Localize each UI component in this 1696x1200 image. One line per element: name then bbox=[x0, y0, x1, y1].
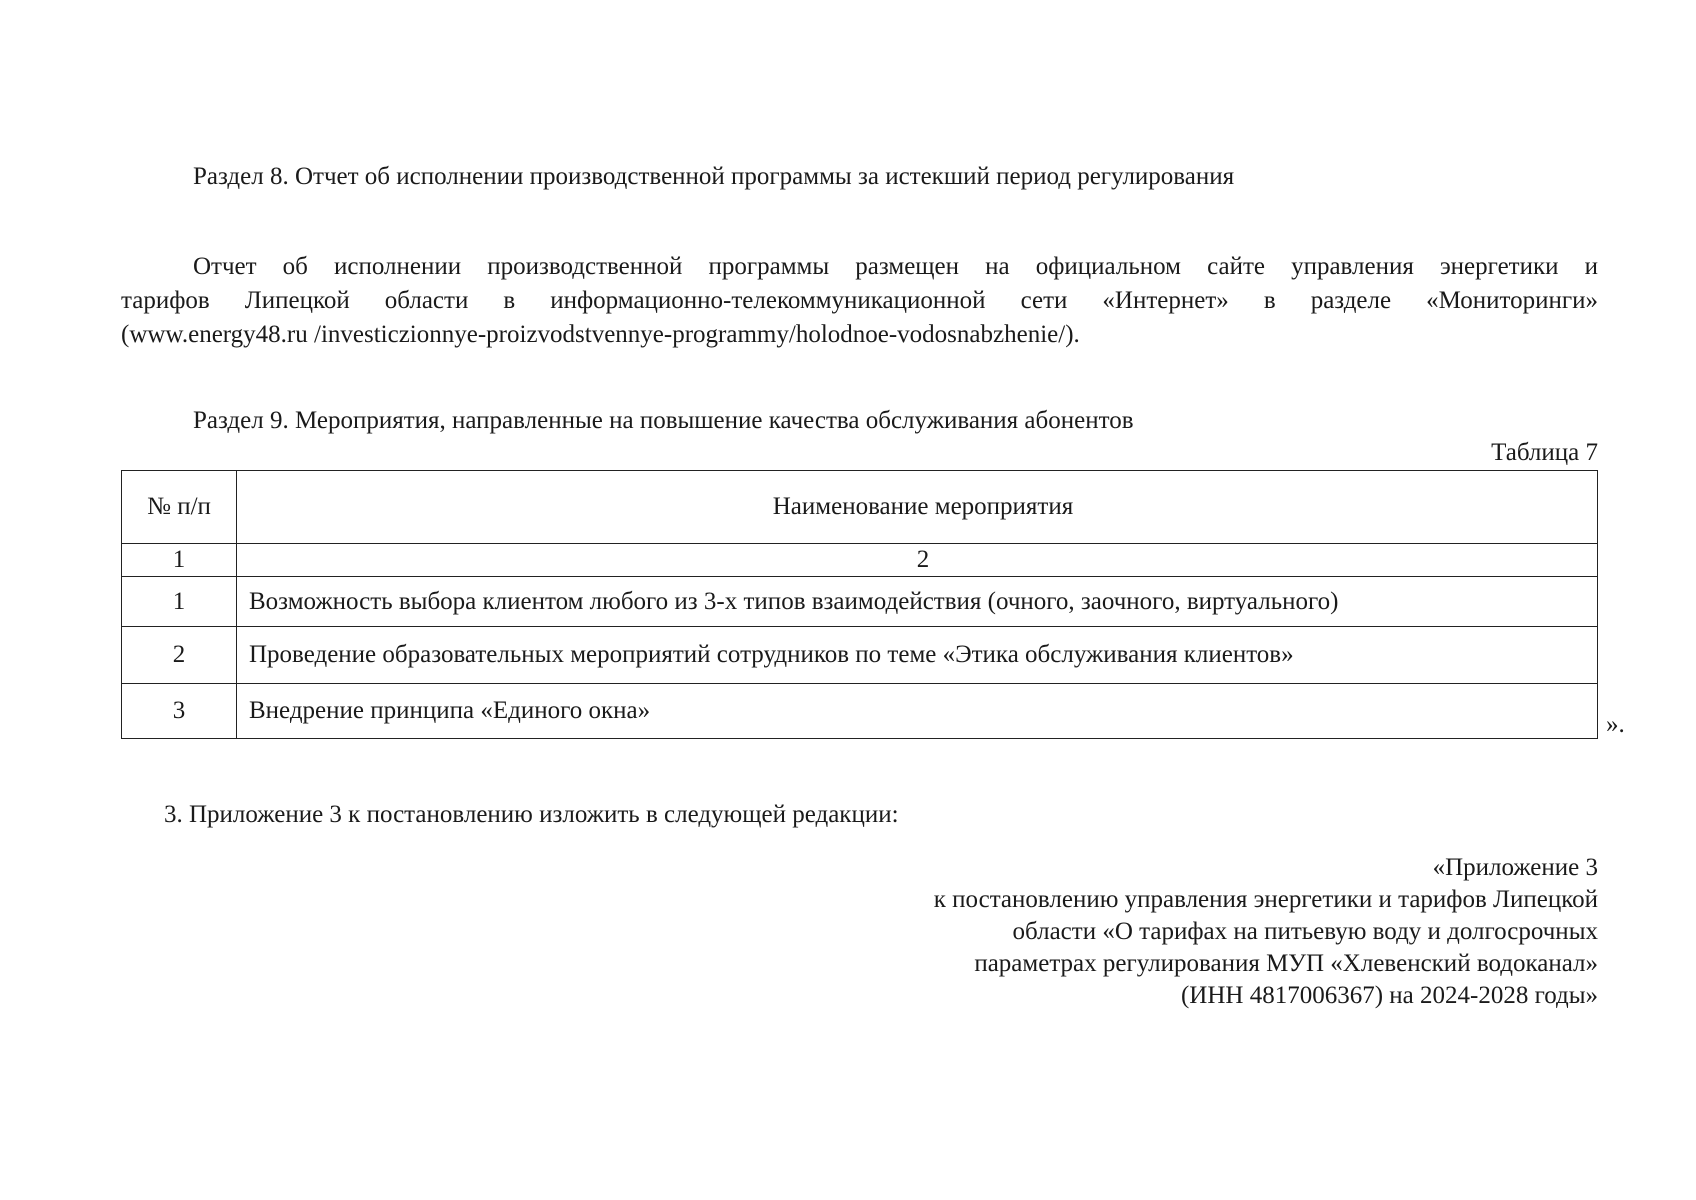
row-number-cell: 2 bbox=[122, 627, 237, 684]
section-8-heading: Раздел 8. Отчет об исполнении производственной программы за истекший период регулирования bbox=[193, 163, 1235, 190]
row-number-cell: 3 bbox=[122, 684, 237, 739]
section-9-heading: Раздел 9. Мероприятия, направленные на повышение качества обслуживания абонентов bbox=[193, 407, 1134, 434]
table-header-row bbox=[122, 471, 1598, 544]
report-paragraph-line-2: тарифов Липецкой области в информационно-телекоммуникационной сети «Интернет» в разделе «Мониторинги» bbox=[121, 287, 1598, 314]
table-caption: Таблица 7 bbox=[1491, 439, 1598, 466]
row-name-cell: Внедрение принципа «Единого окна» bbox=[237, 684, 1598, 739]
column-number-row bbox=[122, 544, 1598, 577]
report-paragraph-line-1: Отчет об исполнении производственной программы размещен на официальном сайте управления энергетики и bbox=[193, 253, 1598, 280]
table-row bbox=[122, 684, 1598, 739]
item-3-text: 3. Приложение 3 к постановлению изложить в следующей редакции: bbox=[164, 801, 899, 828]
appendix-line-5: (ИНН 4817006367) на 2024-2028 годы» bbox=[1180, 982, 1598, 1009]
header-name-cell: Наименование мероприятия bbox=[237, 471, 1598, 544]
appendix-line-4: параметрах регулирования МУП «Хлевенский водоканал» bbox=[974, 950, 1598, 977]
appendix-line-3: области «О тарифах на питьевую воду и долгосрочных bbox=[1012, 918, 1598, 945]
row-name-cell: Проведение образовательных мероприятий сотрудников по теме «Этика обслуживания клиентов» bbox=[237, 627, 1598, 684]
events-table bbox=[121, 470, 1598, 739]
table-row bbox=[122, 577, 1598, 627]
appendix-line-2: к постановлению управления энергетики и тарифов Липецкой bbox=[933, 886, 1598, 913]
appendix-line-1: «Приложение 3 bbox=[1432, 854, 1598, 881]
column-number-cell: 1 bbox=[122, 544, 237, 577]
header-number-cell: № п/п bbox=[122, 471, 237, 544]
table-row bbox=[122, 627, 1598, 684]
row-number-cell: 1 bbox=[122, 577, 237, 627]
report-paragraph bbox=[121, 250, 1598, 352]
report-paragraph-line-3: (www.energy48.ru /investiczionnye-proizvodstvennye-programmy/holodnoe-vodosnabzhenie/). bbox=[121, 321, 1080, 348]
appendix-header bbox=[934, 852, 1598, 1012]
column-number-cell: 2 bbox=[237, 544, 1598, 577]
closing-quote: ». bbox=[1606, 711, 1625, 738]
row-name-cell: Возможность выбора клиентом любого из 3-х типов взаимодействия (очного, заочного, виртуального) bbox=[237, 577, 1598, 627]
